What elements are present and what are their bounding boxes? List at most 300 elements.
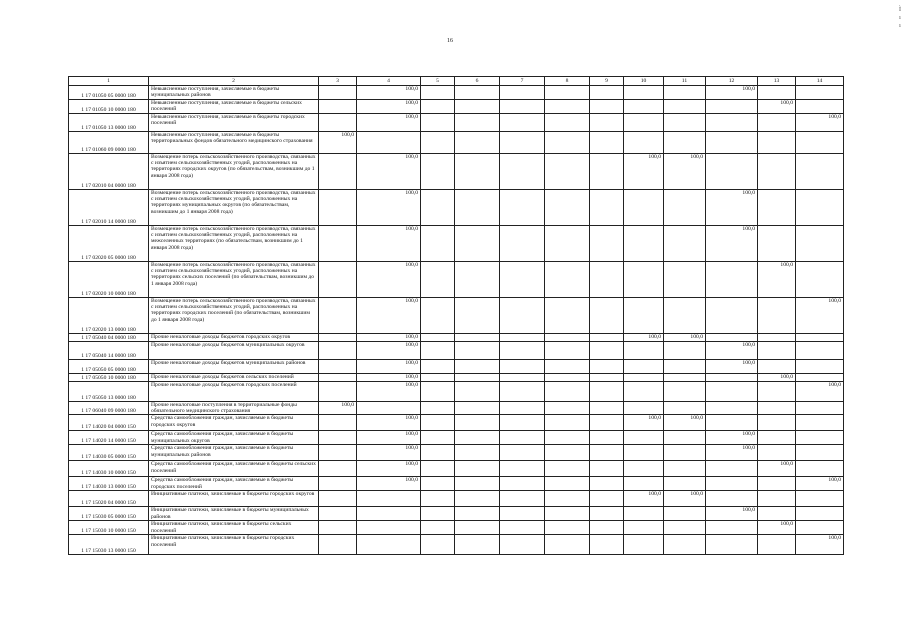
percent-cell-col-11 xyxy=(664,298,706,334)
percent-cell-col-6 xyxy=(455,86,500,100)
revenue-code-cell: 1 17 14030 05 0000 150 xyxy=(69,445,149,461)
percent-cell-col-4: 100,0 xyxy=(357,374,421,382)
table-row xyxy=(69,374,844,382)
percent-cell-col-13 xyxy=(758,154,796,190)
percent-cell-col-4 xyxy=(357,521,421,535)
percent-cell-col-4: 100,0 xyxy=(357,360,421,374)
percent-cell-col-12 xyxy=(706,114,758,132)
percent-cell-col-13 xyxy=(758,132,796,154)
table-row xyxy=(69,334,844,342)
column-number-8: 8 xyxy=(545,77,590,86)
percent-cell-col-6 xyxy=(455,382,500,402)
percent-cell-col-10 xyxy=(624,431,664,445)
percent-cell-col-8 xyxy=(545,431,590,445)
percent-cell-col-3 xyxy=(319,298,357,334)
table-header-row xyxy=(69,77,844,86)
percent-cell-col-4: 100,0 xyxy=(357,226,421,262)
percent-cell-col-10 xyxy=(624,402,664,415)
percent-cell-col-13 xyxy=(758,190,796,226)
revenue-code-cell: 1 17 14020 04 0000 150 xyxy=(69,415,149,431)
percent-cell-col-11 xyxy=(664,360,706,374)
percent-cell-col-11 xyxy=(664,100,706,114)
percent-cell-col-10 xyxy=(624,342,664,360)
percent-cell-col-14 xyxy=(796,507,844,521)
percent-cell-col-13 xyxy=(758,431,796,445)
percent-cell-col-10 xyxy=(624,521,664,535)
percent-cell-col-7 xyxy=(500,535,545,555)
percent-cell-col-13 xyxy=(758,334,796,342)
revenue-code-cell: 1 17 05050 10 0000 180 xyxy=(69,374,149,382)
table-row xyxy=(69,461,844,477)
percent-cell-col-6 xyxy=(455,100,500,114)
percent-cell-col-3 xyxy=(319,445,357,461)
percent-cell-col-6 xyxy=(455,342,500,360)
percent-cell-col-8 xyxy=(545,86,590,100)
revenue-code-cell: 1 17 14020 14 0000 150 xyxy=(69,431,149,445)
percent-cell-col-14 xyxy=(796,262,844,298)
percent-cell-col-7 xyxy=(500,114,545,132)
revenue-name-cell: Инициативные платежи, зачисляемые в бюджеты сельских поселений xyxy=(149,521,319,535)
revenue-code-cell: 1 17 01050 13 0000 180 xyxy=(69,114,149,132)
percent-cell-col-7 xyxy=(500,374,545,382)
edge-mark: Ì xyxy=(899,7,901,13)
percent-cell-col-11: 100,0 xyxy=(664,334,706,342)
percent-cell-col-13: 100,0 xyxy=(758,461,796,477)
percent-cell-col-6 xyxy=(455,262,500,298)
table-row xyxy=(69,226,844,262)
percent-cell-col-13 xyxy=(758,114,796,132)
revenue-name-cell: Средства самообложения граждан, зачисляемые в бюджеты муниципальных районов xyxy=(149,445,319,461)
percent-cell-col-14 xyxy=(796,445,844,461)
percent-cell-col-9 xyxy=(590,415,624,431)
percent-cell-col-8 xyxy=(545,535,590,555)
percent-cell-col-9 xyxy=(590,226,624,262)
column-number-11: 11 xyxy=(664,77,706,86)
percent-cell-col-14 xyxy=(796,521,844,535)
revenue-name-cell: Прочие неналоговые доходы бюджетов городских округов xyxy=(149,334,319,342)
percent-cell-col-3 xyxy=(319,477,357,491)
percent-cell-col-3 xyxy=(319,415,357,431)
percent-cell-col-7 xyxy=(500,342,545,360)
revenue-code-cell: 1 17 15030 13 0000 150 xyxy=(69,535,149,555)
percent-cell-col-12: 100,0 xyxy=(706,431,758,445)
percent-cell-col-12 xyxy=(706,132,758,154)
revenue-name-cell: Средства самообложения граждан, зачисляемые в бюджеты муниципальных округов xyxy=(149,431,319,445)
percent-cell-col-12: 100,0 xyxy=(706,445,758,461)
percent-cell-col-5 xyxy=(421,445,455,461)
column-number-5: 5 xyxy=(421,77,455,86)
table-row xyxy=(69,507,844,521)
table-row xyxy=(69,521,844,535)
percent-cell-col-5 xyxy=(421,461,455,477)
revenue-code-cell: 1 17 14030 13 0000 150 xyxy=(69,477,149,491)
percent-cell-col-8 xyxy=(545,415,590,431)
percent-cell-col-4: 100,0 xyxy=(357,445,421,461)
percent-cell-col-9 xyxy=(590,86,624,100)
percent-cell-col-5 xyxy=(421,132,455,154)
percent-cell-col-4: 100,0 xyxy=(357,461,421,477)
column-number-13: 13 xyxy=(758,77,796,86)
percent-cell-col-11 xyxy=(664,461,706,477)
percent-cell-col-8 xyxy=(545,402,590,415)
percent-cell-col-6 xyxy=(455,415,500,431)
percent-cell-col-13: 100,0 xyxy=(758,374,796,382)
percent-cell-col-5 xyxy=(421,100,455,114)
percent-cell-col-9 xyxy=(590,360,624,374)
revenue-name-cell: Средства самообложения граждан, зачисляемые в бюджеты городских округов xyxy=(149,415,319,431)
percent-cell-col-6 xyxy=(455,114,500,132)
percent-cell-col-6 xyxy=(455,132,500,154)
percent-cell-col-11 xyxy=(664,226,706,262)
percent-cell-col-12 xyxy=(706,374,758,382)
percent-cell-col-14 xyxy=(796,132,844,154)
percent-cell-col-4: 100,0 xyxy=(357,431,421,445)
percent-cell-col-10 xyxy=(624,86,664,100)
revenue-name-cell: Прочие неналоговые доходы бюджетов городских поселений xyxy=(149,382,319,402)
percent-cell-col-11 xyxy=(664,402,706,415)
percent-cell-col-3 xyxy=(319,100,357,114)
percent-cell-col-14 xyxy=(796,334,844,342)
revenue-code-cell: 1 17 01050 05 0000 180 xyxy=(69,86,149,100)
percent-cell-col-8 xyxy=(545,342,590,360)
percent-cell-col-12: 100,0 xyxy=(706,86,758,100)
percent-cell-col-12 xyxy=(706,521,758,535)
percent-cell-col-7 xyxy=(500,334,545,342)
revenue-name-cell: Прочие неналоговые доходы бюджетов муниципальных районов xyxy=(149,360,319,374)
revenue-code-cell: 1 17 02010 04 0000 180 xyxy=(69,154,149,190)
revenue-name-cell: Инициативные платежи, зачисляемые в бюджеты городских поселений xyxy=(149,535,319,555)
revenue-name-cell: Возмещение потерь сельскохозяйственного производства, связанных с изъятием сельскохозяйственных угодий, расположенных на территориях городских округов (по обязательствам, возникшим до 1 января 2008 года) xyxy=(149,154,319,190)
percent-cell-col-5 xyxy=(421,360,455,374)
percent-cell-col-13 xyxy=(758,342,796,360)
percent-cell-col-5 xyxy=(421,114,455,132)
percent-cell-col-5 xyxy=(421,415,455,431)
percent-cell-col-8 xyxy=(545,100,590,114)
percent-cell-col-14 xyxy=(796,491,844,507)
percent-cell-col-10 xyxy=(624,262,664,298)
percent-cell-col-14 xyxy=(796,86,844,100)
percent-cell-col-14 xyxy=(796,154,844,190)
percent-cell-col-8 xyxy=(545,114,590,132)
table-row xyxy=(69,402,844,415)
percent-cell-col-3 xyxy=(319,226,357,262)
percent-cell-col-11 xyxy=(664,445,706,461)
revenue-code-cell: 1 17 05050 13 0000 180 xyxy=(69,382,149,402)
revenue-code-cell: 1 17 01050 10 0000 180 xyxy=(69,100,149,114)
percent-cell-col-4: 100,0 xyxy=(357,190,421,226)
percent-cell-col-3 xyxy=(319,521,357,535)
column-number-4: 4 xyxy=(357,77,421,86)
percent-cell-col-8 xyxy=(545,226,590,262)
percent-cell-col-7 xyxy=(500,132,545,154)
percent-cell-col-11 xyxy=(664,521,706,535)
revenue-classification-table xyxy=(68,76,844,555)
percent-cell-col-3 xyxy=(319,461,357,477)
percent-cell-col-9 xyxy=(590,334,624,342)
percent-cell-col-5 xyxy=(421,491,455,507)
percent-cell-col-9 xyxy=(590,461,624,477)
percent-cell-col-11 xyxy=(664,431,706,445)
percent-cell-col-10 xyxy=(624,445,664,461)
percent-cell-col-10 xyxy=(624,374,664,382)
percent-cell-col-14: 100,0 xyxy=(796,535,844,555)
percent-cell-col-14 xyxy=(796,226,844,262)
percent-cell-col-7 xyxy=(500,415,545,431)
revenue-name-cell: Возмещение потерь сельскохозяйственного производства, связанных с изъятием сельскохозяйственных угодий, расположенных на территориях сельских поселений (по обязательствам, возникшим до 1 января 2008 года) xyxy=(149,262,319,298)
percent-cell-col-10 xyxy=(624,190,664,226)
percent-cell-col-14: 100,0 xyxy=(796,382,844,402)
percent-cell-col-8 xyxy=(545,445,590,461)
percent-cell-col-3 xyxy=(319,114,357,132)
percent-cell-col-9 xyxy=(590,491,624,507)
percent-cell-col-4 xyxy=(357,507,421,521)
percent-cell-col-12 xyxy=(706,491,758,507)
percent-cell-col-5 xyxy=(421,477,455,491)
revenue-code-cell: 1 17 14030 10 0000 150 xyxy=(69,461,149,477)
percent-cell-col-12 xyxy=(706,535,758,555)
table-row xyxy=(69,262,844,298)
page-number: 16 xyxy=(447,38,453,44)
table-row xyxy=(69,132,844,154)
percent-cell-col-4: 100,0 xyxy=(357,342,421,360)
percent-cell-col-13 xyxy=(758,445,796,461)
percent-cell-col-11: 100,0 xyxy=(664,415,706,431)
percent-cell-col-13 xyxy=(758,226,796,262)
percent-cell-col-12: 100,0 xyxy=(706,507,758,521)
percent-cell-col-3 xyxy=(319,374,357,382)
percent-cell-col-12: 100,0 xyxy=(706,190,758,226)
percent-cell-col-8 xyxy=(545,461,590,477)
table-row xyxy=(69,190,844,226)
percent-cell-col-14 xyxy=(796,360,844,374)
percent-cell-col-8 xyxy=(545,298,590,334)
percent-cell-col-8 xyxy=(545,360,590,374)
percent-cell-col-14 xyxy=(796,374,844,382)
percent-cell-col-7 xyxy=(500,226,545,262)
percent-cell-col-7 xyxy=(500,491,545,507)
percent-cell-col-13 xyxy=(758,477,796,491)
percent-cell-col-3 xyxy=(319,491,357,507)
percent-cell-col-11 xyxy=(664,262,706,298)
percent-cell-col-6 xyxy=(455,374,500,382)
column-number-7: 7 xyxy=(500,77,545,86)
percent-cell-col-13 xyxy=(758,415,796,431)
table-row xyxy=(69,298,844,334)
percent-cell-col-11 xyxy=(664,477,706,491)
revenue-name-cell: Возмещение потерь сельскохозяйственного производства, связанных с изъятием сельскохозяйственных угодий, расположенных на территориях городских поселений (по обязательствам, возникшим до 1 января 2008 года) xyxy=(149,298,319,334)
revenue-name-cell: Невыясненные поступления, зачисляемые в бюджеты городских поселений xyxy=(149,114,319,132)
percent-cell-col-14: 100,0 xyxy=(796,477,844,491)
percent-cell-col-4: 100,0 xyxy=(357,477,421,491)
percent-cell-col-6 xyxy=(455,226,500,262)
percent-cell-col-9 xyxy=(590,521,624,535)
table-row xyxy=(69,491,844,507)
percent-cell-col-3 xyxy=(319,262,357,298)
percent-cell-col-9 xyxy=(590,342,624,360)
percent-cell-col-10 xyxy=(624,382,664,402)
percent-cell-col-7 xyxy=(500,86,545,100)
percent-cell-col-5 xyxy=(421,226,455,262)
percent-cell-col-8 xyxy=(545,477,590,491)
table-row xyxy=(69,86,844,100)
percent-cell-col-8 xyxy=(545,262,590,298)
percent-cell-col-3 xyxy=(319,382,357,402)
percent-cell-col-11 xyxy=(664,382,706,402)
percent-cell-col-7 xyxy=(500,477,545,491)
revenue-code-cell: 1 17 05050 05 0000 180 xyxy=(69,360,149,374)
percent-cell-col-10: 100,0 xyxy=(624,491,664,507)
percent-cell-col-6 xyxy=(455,535,500,555)
revenue-name-cell: Средства самообложения граждан, зачисляемые в бюджеты городских поселений xyxy=(149,477,319,491)
percent-cell-col-9 xyxy=(590,298,624,334)
percent-cell-col-5 xyxy=(421,374,455,382)
percent-cell-col-7 xyxy=(500,521,545,535)
percent-cell-col-11: 100,0 xyxy=(664,154,706,190)
percent-cell-col-5 xyxy=(421,342,455,360)
percent-cell-col-8 xyxy=(545,190,590,226)
percent-cell-col-11 xyxy=(664,132,706,154)
percent-cell-col-6 xyxy=(455,334,500,342)
percent-cell-col-6 xyxy=(455,521,500,535)
percent-cell-col-7 xyxy=(500,100,545,114)
percent-cell-col-6 xyxy=(455,431,500,445)
percent-cell-col-5 xyxy=(421,402,455,415)
percent-cell-col-4: 100,0 xyxy=(357,100,421,114)
percent-cell-col-5 xyxy=(421,521,455,535)
percent-cell-col-11 xyxy=(664,342,706,360)
percent-cell-col-14 xyxy=(796,415,844,431)
percent-cell-col-9 xyxy=(590,507,624,521)
table-row xyxy=(69,477,844,491)
percent-cell-col-12 xyxy=(706,100,758,114)
revenue-name-cell: Инициативные платежи, зачисляемые в бюджеты городских округов xyxy=(149,491,319,507)
percent-cell-col-10: 100,0 xyxy=(624,415,664,431)
percent-cell-col-14: 100,0 xyxy=(796,114,844,132)
percent-cell-col-11 xyxy=(664,374,706,382)
percent-cell-col-8 xyxy=(545,154,590,190)
percent-cell-col-11 xyxy=(664,190,706,226)
percent-cell-col-12 xyxy=(706,402,758,415)
percent-cell-col-12 xyxy=(706,415,758,431)
percent-cell-col-10 xyxy=(624,100,664,114)
percent-cell-col-9 xyxy=(590,431,624,445)
percent-cell-col-3 xyxy=(319,360,357,374)
percent-cell-col-7 xyxy=(500,262,545,298)
percent-cell-col-8 xyxy=(545,334,590,342)
edge-marks xyxy=(897,6,903,30)
percent-cell-col-5 xyxy=(421,334,455,342)
percent-cell-col-6 xyxy=(455,445,500,461)
percent-cell-col-13 xyxy=(758,507,796,521)
percent-cell-col-5 xyxy=(421,190,455,226)
percent-cell-col-13 xyxy=(758,86,796,100)
percent-cell-col-10 xyxy=(624,461,664,477)
table-row xyxy=(69,415,844,431)
percent-cell-col-5 xyxy=(421,86,455,100)
percent-cell-col-5 xyxy=(421,431,455,445)
column-number-10: 10 xyxy=(624,77,664,86)
percent-cell-col-4 xyxy=(357,491,421,507)
table-row xyxy=(69,342,844,360)
percent-cell-col-3 xyxy=(319,342,357,360)
percent-cell-col-8 xyxy=(545,521,590,535)
table-row xyxy=(69,154,844,190)
revenue-name-cell: Прочие неналоговые доходы бюджетов муниципальных округов xyxy=(149,342,319,360)
percent-cell-col-5 xyxy=(421,298,455,334)
percent-cell-col-4: 100,0 xyxy=(357,415,421,431)
percent-cell-col-3 xyxy=(319,535,357,555)
percent-cell-col-4 xyxy=(357,535,421,555)
percent-cell-col-7 xyxy=(500,445,545,461)
percent-cell-col-6 xyxy=(455,360,500,374)
percent-cell-col-9 xyxy=(590,535,624,555)
table-row xyxy=(69,360,844,374)
revenue-name-cell: Прочие неналоговые поступления в территориальные фонды обязательного медицинского страхования xyxy=(149,402,319,415)
revenue-name-cell: Возмещение потерь сельскохозяйственного производства, связанных с изъятием сельскохозяйственных угодий, расположенных на межселенных территориях (по обязательствам, возникшим до 1 января 2008 года) xyxy=(149,226,319,262)
revenue-name-cell: Инициативные платежи, зачисляемые в бюджеты муниципальных районов xyxy=(149,507,319,521)
table-row xyxy=(69,445,844,461)
percent-cell-col-11 xyxy=(664,86,706,100)
revenue-code-cell: 1 17 02020 13 0000 180 xyxy=(69,298,149,334)
revenue-code-cell: 1 17 05040 04 0000 180 xyxy=(69,334,149,342)
revenue-code-cell: 1 17 01060 09 0000 180 xyxy=(69,132,149,154)
percent-cell-col-14 xyxy=(796,431,844,445)
percent-cell-col-4: 100,0 xyxy=(357,114,421,132)
percent-cell-col-6 xyxy=(455,477,500,491)
percent-cell-col-4: 100,0 xyxy=(357,262,421,298)
percent-cell-col-8 xyxy=(545,132,590,154)
percent-cell-col-13: 100,0 xyxy=(758,100,796,114)
percent-cell-col-8 xyxy=(545,374,590,382)
revenue-code-cell: 1 17 15030 10 0000 150 xyxy=(69,521,149,535)
table-row xyxy=(69,382,844,402)
column-number-6: 6 xyxy=(455,77,500,86)
percent-cell-col-7 xyxy=(500,507,545,521)
percent-cell-col-11 xyxy=(664,114,706,132)
revenue-code-cell: 1 17 06040 09 0000 180 xyxy=(69,402,149,415)
percent-cell-col-7 xyxy=(500,461,545,477)
percent-cell-col-12 xyxy=(706,461,758,477)
percent-cell-col-13 xyxy=(758,382,796,402)
percent-cell-col-13 xyxy=(758,491,796,507)
percent-cell-col-12: 100,0 xyxy=(706,342,758,360)
percent-cell-col-10 xyxy=(624,507,664,521)
percent-cell-col-3 xyxy=(319,334,357,342)
percent-cell-col-8 xyxy=(545,507,590,521)
percent-cell-col-14 xyxy=(796,402,844,415)
percent-cell-col-5 xyxy=(421,262,455,298)
percent-cell-col-3 xyxy=(319,190,357,226)
revenue-name-cell: Невыясненные поступления, зачисляемые в бюджеты муниципальных районов xyxy=(149,86,319,100)
percent-cell-col-4 xyxy=(357,132,421,154)
percent-cell-col-13: 100,0 xyxy=(758,262,796,298)
percent-cell-col-3 xyxy=(319,431,357,445)
percent-cell-col-5 xyxy=(421,382,455,402)
percent-cell-col-9 xyxy=(590,114,624,132)
percent-cell-col-6 xyxy=(455,402,500,415)
percent-cell-col-10: 100,0 xyxy=(624,334,664,342)
percent-cell-col-13: 100,0 xyxy=(758,521,796,535)
percent-cell-col-4: 100,0 xyxy=(357,86,421,100)
percent-cell-col-4 xyxy=(357,402,421,415)
percent-cell-col-13 xyxy=(758,360,796,374)
percent-cell-col-7 xyxy=(500,382,545,402)
percent-cell-col-14: 100,0 xyxy=(796,298,844,334)
percent-cell-col-11 xyxy=(664,507,706,521)
percent-cell-col-11: 100,0 xyxy=(664,491,706,507)
percent-cell-col-9 xyxy=(590,132,624,154)
percent-cell-col-10 xyxy=(624,132,664,154)
